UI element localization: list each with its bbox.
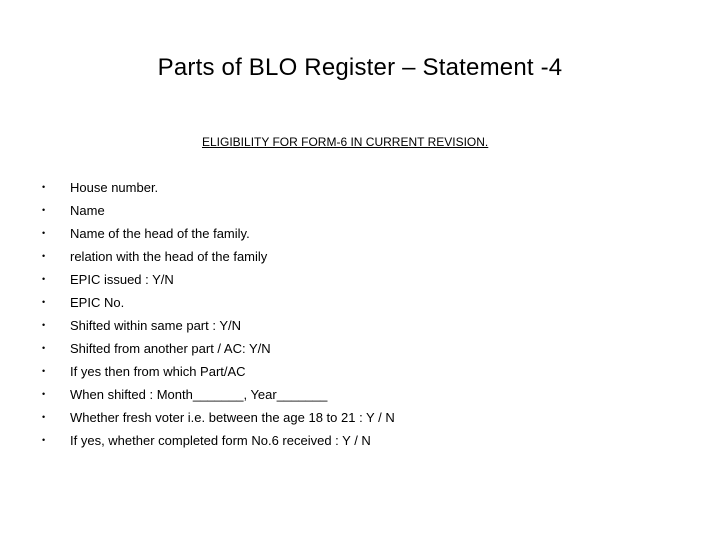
bullet-icon: •	[42, 274, 46, 284]
bullet-icon: •	[42, 182, 46, 192]
list-item-text: Shifted from another part / AC: Y/N	[70, 341, 271, 356]
list-item-text: Shifted within same part : Y/N	[70, 318, 242, 333]
list-item	[40, 268, 395, 291]
list-item-text: Name of the head of the family.	[70, 226, 250, 241]
section-subheading: ELIGIBILITY FOR FORM-6 IN CURRENT REVISION.	[202, 135, 489, 149]
list-item	[40, 245, 395, 268]
bullet-icon: •	[42, 228, 46, 238]
list-item	[40, 314, 395, 337]
list-item	[40, 199, 395, 222]
list-item	[40, 337, 395, 360]
list-item-text: Name	[70, 203, 105, 218]
bullet-icon: •	[42, 297, 46, 307]
bullet-icon: •	[42, 366, 46, 376]
list-item	[40, 383, 395, 406]
list-item-text: EPIC No.	[70, 295, 125, 310]
list-item-text: If yes, whether completed form No.6 received : Y / N	[70, 433, 371, 448]
list-item-text: EPIC issued : Y/N	[70, 272, 174, 287]
list-item	[40, 360, 395, 383]
list-item-text: If yes then from which Part/AC	[70, 364, 246, 379]
list-item-text: When shifted : Month_______, Year_______	[70, 387, 328, 402]
list-item	[40, 406, 395, 429]
bullet-icon: •	[42, 389, 46, 399]
list-item	[40, 176, 395, 199]
bullet-icon: •	[42, 251, 46, 261]
bullet-icon: •	[42, 205, 46, 215]
list-item-text: House number.	[70, 180, 159, 195]
bullet-icon: •	[42, 343, 46, 353]
page-title: Parts of BLO Register – Statement -4	[157, 54, 563, 81]
bullet-icon: •	[42, 435, 46, 445]
list-item-text: Whether fresh voter i.e. between the age 18 to 21 : Y / N	[70, 410, 395, 425]
bullet-icon: •	[42, 320, 46, 330]
bullet-icon: •	[42, 412, 46, 422]
list-item	[40, 222, 395, 245]
list-item	[40, 291, 395, 314]
eligibility-list	[40, 176, 395, 452]
list-item-text: relation with the head of the family	[70, 249, 268, 264]
list-item	[40, 429, 395, 452]
